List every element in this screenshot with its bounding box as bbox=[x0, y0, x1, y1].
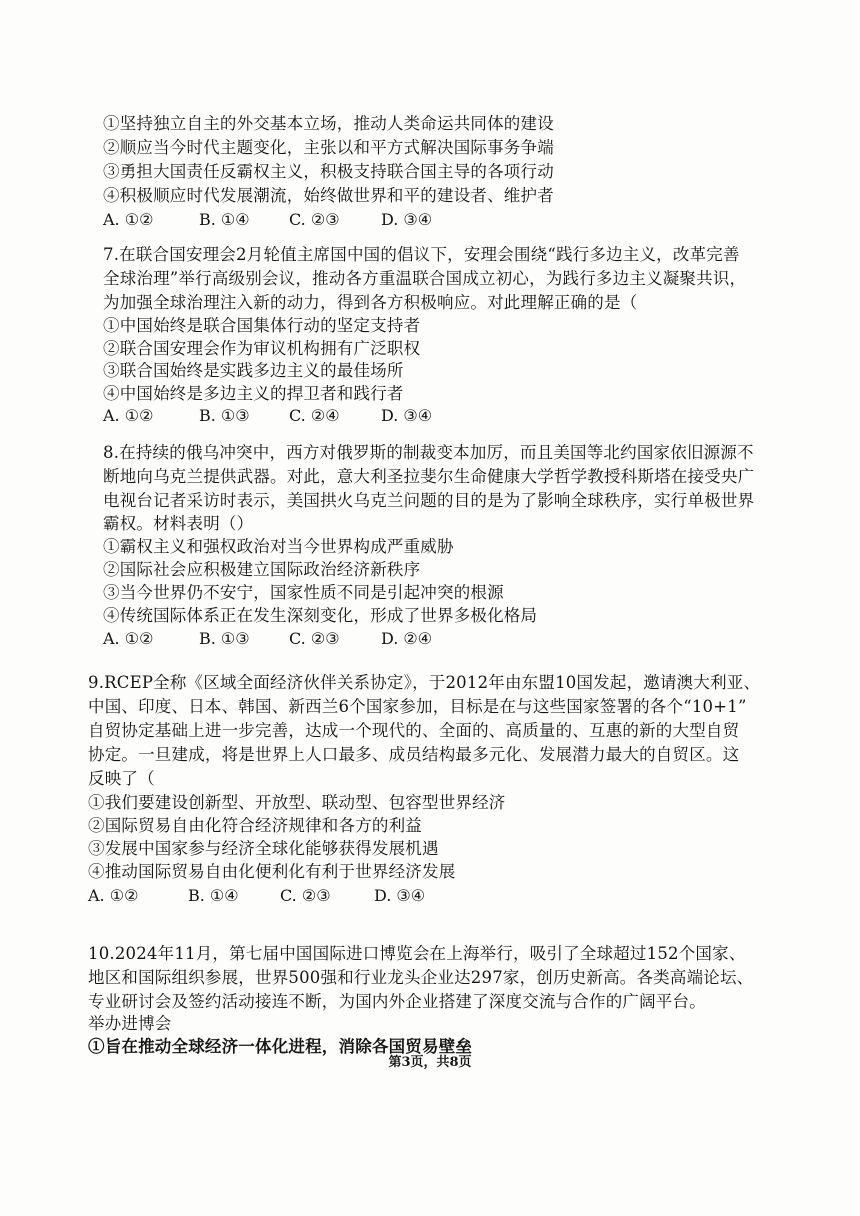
q10-stem-line: 专业研讨会及签约活动接连不断，为国内外企业搭建了深度交流与合作的广阔平台。 bbox=[88, 992, 706, 1011]
q9-option-a: A. ①② bbox=[88, 886, 139, 905]
q10-item-1: ①旨在推动全球经济一体化进程，消除各国贸易壁垒 bbox=[88, 1037, 473, 1056]
q7-stem-line: 全球治理”举行高级别会议，推动各方重温联合国成立初心，为践行多边主义凝聚共识， bbox=[103, 269, 747, 288]
q6-item-1: ①坚持独立自主的外交基本立场，推动人类命运共同体的建设 bbox=[103, 114, 554, 133]
q6-option-c: C. ②③ bbox=[289, 210, 340, 229]
q7-option-b: B. ①③ bbox=[199, 406, 250, 425]
q8-option-d: D. ②④ bbox=[381, 629, 433, 648]
q7-option-c: C. ②④ bbox=[289, 406, 340, 425]
q8-item-4: ④传统国际体系正在发生深刻变化，形成了世界多极化格局 bbox=[103, 606, 538, 625]
q9-stem-line: 自贸协定基础上进一步完善，达成一个现代的、全面的、高质量的、互惠的新的大型自贸 bbox=[88, 721, 740, 740]
q8-option-b: B. ①③ bbox=[199, 629, 250, 648]
q8-stem-line: 8.在持续的俄乌冲突中，西方对俄罗斯的制裁变本加厉，而且美国等北约国家依旧源源不 bbox=[103, 443, 754, 462]
q6-option-a: A. ①② bbox=[103, 210, 154, 229]
q10-stem-line: 举办进博会 bbox=[88, 1014, 172, 1033]
q6-item-4: ④积极顺应时代发展潮流，始终做世界和平的建设者、维护者 bbox=[103, 186, 554, 205]
q10-stem-line: 地区和国际组织参展，世界500强和行业龙头企业达297家，创历史新高。各类高端论坛、 bbox=[88, 968, 754, 987]
q6-option-b: B. ①④ bbox=[199, 210, 250, 229]
q8-option-a: A. ①② bbox=[103, 629, 154, 648]
q8-item-1: ①霸权主义和强权政治对当今世界构成严重威胁 bbox=[103, 537, 454, 556]
q8-option-c: C. ②③ bbox=[289, 629, 340, 648]
q7-options bbox=[103, 404, 432, 428]
q9-stem-line: 反映了（ bbox=[88, 769, 155, 788]
q7-stem-line: 7.在联合国安理会2月轮值主席国中国的倡议下，安理会围绕“践行多边主义，改革完善 bbox=[103, 245, 740, 264]
q6-option-d: D. ③④ bbox=[381, 210, 433, 229]
q7-item-2: ②联合国安理会作为审议机构拥有广泛职权 bbox=[103, 339, 421, 358]
q9-stem-line: 协定。一旦建成，将是世界上人口最多、成员结构最多元化、发展潜力最大的自贸区。这 bbox=[88, 745, 740, 764]
q7-option-d: D. ③④ bbox=[381, 406, 433, 425]
q8-stem-line: 电视台记者采访时表示，美国拱火乌克兰问题的目的是为了影响全球秩序，实行单极世界 bbox=[103, 491, 755, 510]
q9-item-1: ①我们要建设创新型、开放型、联动型、包容型世界经济 bbox=[88, 793, 506, 812]
q8-item-3: ③当今世界仍不安宁，国家性质不同是引起冲突的根源 bbox=[103, 583, 504, 602]
q7-item-1: ①中国始终是联合国集体行动的坚定支持者 bbox=[103, 316, 421, 335]
q6-item-2: ②顺应当今时代主题变化，主张以和平方式解决国际事务争端 bbox=[103, 138, 554, 157]
q9-options bbox=[88, 884, 425, 908]
q9-item-2: ②国际贸易自由化符合经济规律和各方的利益 bbox=[88, 816, 422, 835]
q9-option-b: B. ①④ bbox=[188, 886, 239, 905]
q10-stem-line: 10.2024年11月，第七届中国国际进口博览会在上海举行，吸引了全球超过152个国家、 bbox=[88, 944, 746, 963]
page-footer: 第3页，共8页 bbox=[388, 1055, 472, 1070]
q8-stem-line: 霸权。材料表明（） bbox=[103, 514, 254, 533]
q7-item-4: ④中国始终是多边主义的捍卫者和践行者 bbox=[103, 384, 404, 403]
q9-option-c: C. ②③ bbox=[280, 886, 331, 905]
q9-stem-line: 9.RCEP全称《区域全面经济伙伴关系协定》，于2012年由东盟10国发起，邀请澳大利亚、 bbox=[88, 673, 761, 692]
q6-options bbox=[103, 208, 432, 232]
q8-item-2: ②国际社会应积极建立国际政治经济新秩序 bbox=[103, 560, 421, 579]
q9-option-d: D. ③④ bbox=[374, 886, 426, 905]
q9-item-4: ④推动国际贸易自由化便利化有利于世界经济发展 bbox=[88, 862, 456, 881]
q8-options bbox=[103, 627, 432, 651]
q9-item-3: ③发展中国家参与经济全球化能够获得发展机遇 bbox=[88, 839, 439, 858]
q8-stem-line: 断地向乌克兰提供武器。对此，意大利圣拉斐尔生命健康大学哲学教授科斯塔在接受央广 bbox=[103, 467, 755, 486]
q7-option-a: A. ①② bbox=[103, 406, 154, 425]
q9-stem-line: 中国、印度、日本、韩国、新西兰6个国家参加，目标是在与这些国家签署的各个“10+1” bbox=[88, 697, 747, 716]
q7-item-3: ③联合国始终是实践多边主义的最佳场所 bbox=[103, 361, 404, 380]
q6-item-3: ③勇担大国责任反霸权主义，积极支持联合国主导的各项行动 bbox=[103, 162, 554, 181]
q7-stem-line: 为加强全球治理注入新的动力，得到各方积极响应。对此理解正确的是（ bbox=[103, 293, 638, 312]
